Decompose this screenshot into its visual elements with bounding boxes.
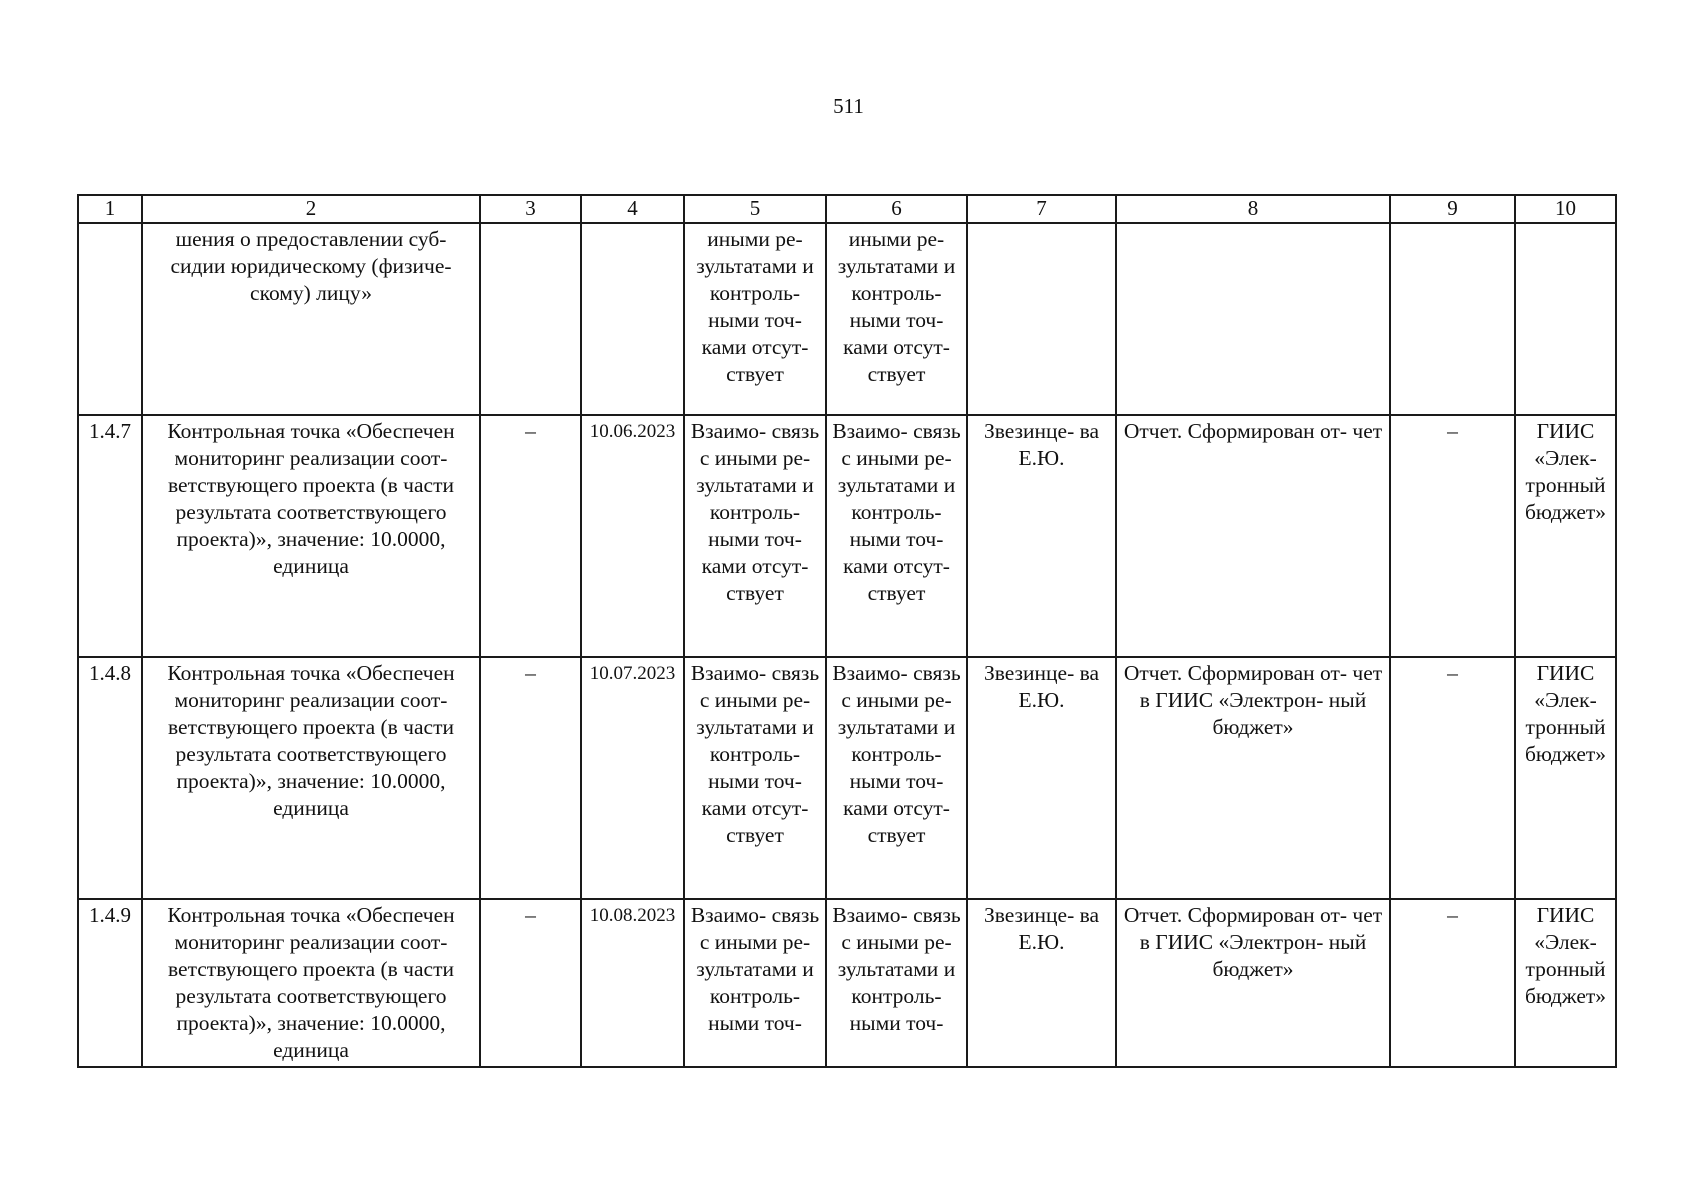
page-number: 511 — [833, 94, 864, 118]
link-cell: Взаимо- связь с иными ре- зультатами и контроль- ными точ- — [684, 899, 826, 1067]
ctrl-cell: Взаимо- связь с иными ре- зультатами и контроль- ными точ- — [826, 899, 967, 1067]
report-cell: Отчет. Сформирован от- чет в ГИИС «Электрон- ный бюджет» — [1116, 657, 1390, 899]
col3-cell: – — [480, 657, 581, 899]
ctrl-cell: Взаимо- связь с иными ре- зультатами и контроль- ными точ- ками отсут- ствует — [826, 657, 967, 899]
cont-date-cell — [581, 223, 684, 415]
cont-num-cell — [78, 223, 142, 415]
table-row — [78, 657, 1616, 899]
description-cell: Контрольная точка «Обеспечен мониторинг реализации соот- ветствующего проекта (в части результата соответствующего проекта)», значение: 10.0000, единица — [142, 899, 480, 1067]
col3-cell: – — [480, 415, 581, 657]
system-cell: ГИИС «Элек- тронный бюджет» — [1515, 657, 1616, 899]
report-cell: Отчет. Сформирован от- чет в ГИИС «Электрон- ный бюджет» — [1116, 899, 1390, 1067]
link-cell: Взаимо- связь с иными ре- зультатами и контроль- ными точ- ками отсут- ствует — [684, 657, 826, 899]
cont-responsible-cell — [967, 223, 1116, 415]
cont-link-cell: иными ре- зультатами и контроль- ными точ- ками отсут- ствует — [684, 223, 826, 415]
cont-report-cell — [1116, 223, 1390, 415]
responsible-cell: Звезинце- ва Е.Ю. — [967, 657, 1116, 899]
ctrl-cell: Взаимо- связь с иными ре- зультатами и контроль- ными точ- ками отсут- ствует — [826, 415, 967, 657]
table-row — [78, 899, 1616, 1067]
header-row — [78, 195, 1616, 223]
col3-cell: – — [480, 899, 581, 1067]
cont-description-cell: шения о предоставлении суб- сидии юридическому (физиче- скому) лицу» — [142, 223, 480, 415]
row-number-cell: 1.4.9 — [78, 899, 142, 1067]
header-cell-7: 7 — [967, 195, 1116, 223]
header-cell-4: 4 — [581, 195, 684, 223]
cont-col3-cell — [480, 223, 581, 415]
cont-system-cell — [1515, 223, 1616, 415]
header-cell-10: 10 — [1515, 195, 1616, 223]
col9-cell: – — [1390, 415, 1515, 657]
header-cell-1: 1 — [78, 195, 142, 223]
header-cell-5: 5 — [684, 195, 826, 223]
date-cell: 10.08.2023 — [581, 899, 684, 1067]
responsible-cell: Звезинце- ва Е.Ю. — [967, 899, 1116, 1067]
cont-col9-cell — [1390, 223, 1515, 415]
system-cell: ГИИС «Элек- тронный бюджет» — [1515, 899, 1616, 1067]
header-cell-6: 6 — [826, 195, 967, 223]
table-row — [78, 415, 1616, 657]
header-cell-8: 8 — [1116, 195, 1390, 223]
plan-table — [77, 194, 1617, 1068]
responsible-cell: Звезинце- ва Е.Ю. — [967, 415, 1116, 657]
header-cell-2: 2 — [142, 195, 480, 223]
col9-cell: – — [1390, 657, 1515, 899]
link-cell: Взаимо- связь с иными ре- зультатами и контроль- ными точ- ками отсут- ствует — [684, 415, 826, 657]
row-number-cell: 1.4.8 — [78, 657, 142, 899]
continuation-row — [78, 223, 1616, 415]
cont-ctrl-cell: иными ре- зультатами и контроль- ными точ- ками отсут- ствует — [826, 223, 967, 415]
date-cell: 10.06.2023 — [581, 415, 684, 657]
description-cell: Контрольная точка «Обеспечен мониторинг реализации соот- ветствующего проекта (в части результата соответствующего проекта)», значение: 10.0000, единица — [142, 657, 480, 899]
description-cell: Контрольная точка «Обеспечен мониторинг реализации соот- ветствующего проекта (в части результата соответствующего проекта)», значение: 10.0000, единица — [142, 415, 480, 657]
row-number-cell: 1.4.7 — [78, 415, 142, 657]
date-cell: 10.07.2023 — [581, 657, 684, 899]
system-cell: ГИИС «Элек- тронный бюджет» — [1515, 415, 1616, 657]
col9-cell: – — [1390, 899, 1515, 1067]
report-cell: Отчет. Сформирован от- чет — [1116, 415, 1390, 657]
header-cell-9: 9 — [1390, 195, 1515, 223]
header-cell-3: 3 — [480, 195, 581, 223]
